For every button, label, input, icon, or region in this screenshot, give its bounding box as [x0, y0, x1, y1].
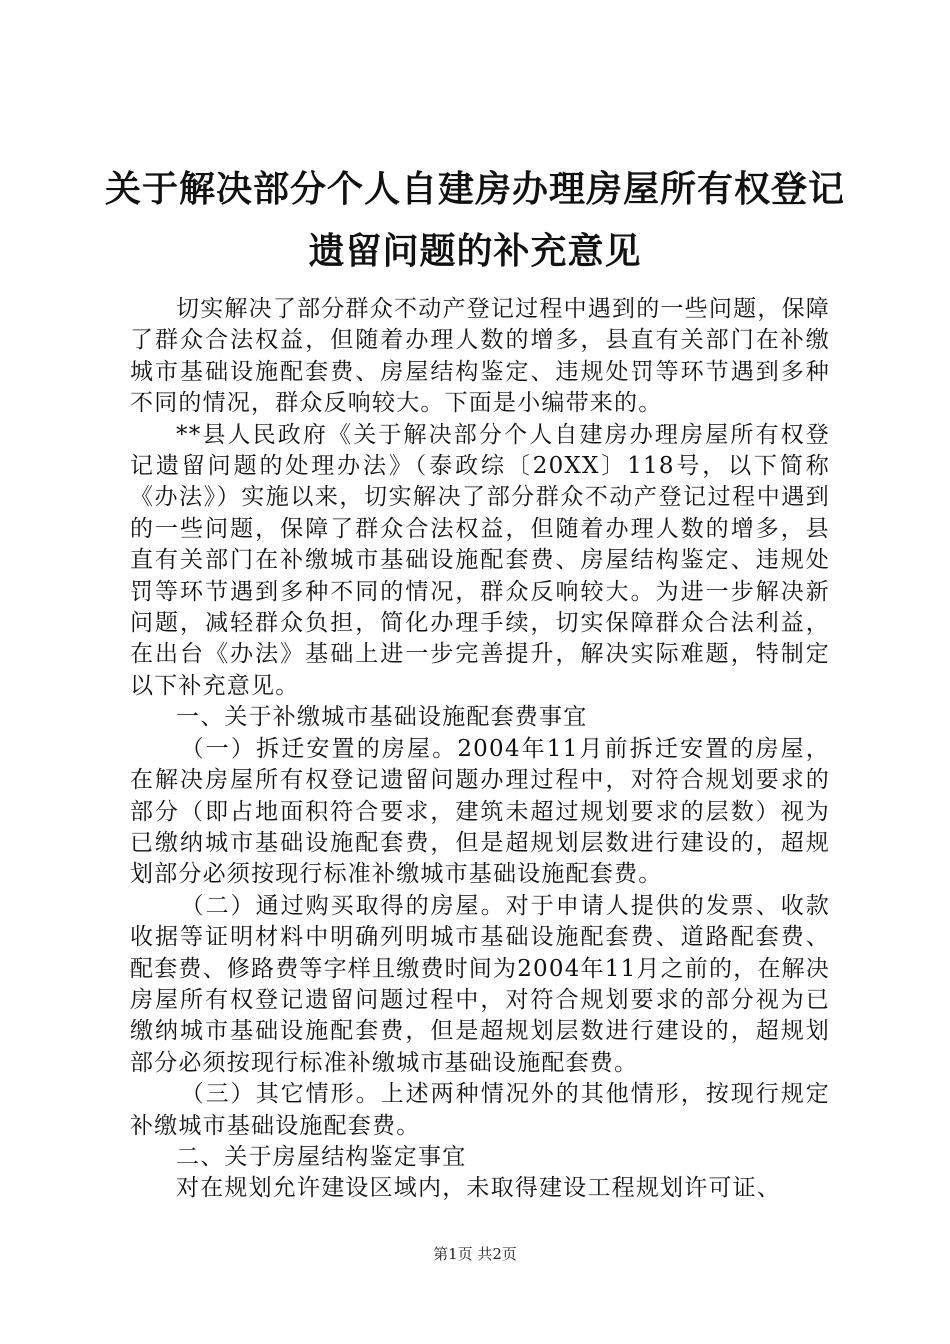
document-title — [100, 158, 850, 282]
paragraph-section-2: 对在规划允许建设区域内，未取得建设工程规划许可证、 — [176, 1175, 781, 1202]
page-number-footer: 第1页 共2页 — [433, 1245, 517, 1263]
title-line-2: 遗留问题的补充意见 — [308, 230, 642, 272]
paragraph-background: **县人民政府《关于解决部分个人自建房办理房屋所有权登记遗留问题的处理办法》（泰政综〔20XX〕118号，以下简称《办法》）实施以来，切实解决了部分群众不动产登记过程中遇到的一些问题，保障了群众合法权益，但随着办理人数的增多，县直有关部门在补缴城市基础设施配套费、房屋结构鉴定、违规处罚等环节遇到多种不同的情况，群众反响较大。为进一步解决新问题，减轻群众负担，简化办理手续，切实保障群众合法利益，在出台《办法》基础上进一步完善提升，解决实际难题，特制定以下补充意见。 — [130, 421, 830, 699]
title-line-1: 关于解决部分个人自建房办理房屋所有权登记 — [104, 168, 845, 210]
subsection-1-1: （一）拆迁安置的房屋。2004年11月前拆迁安置的房屋，在解决房屋所有权登记遗留问题办理过程中，对符合规划要求的部分（即占地面积符合要求，建筑未超过规划要求的层数）视为已缴纳城市基础设施配套费，但是超规划层数进行建设的，超规划部分必须按现行标准补缴城市基础设施配套费。 — [130, 735, 830, 888]
section-heading-1: 一、关于补缴城市基础设施配套费事宜 — [176, 704, 588, 731]
paragraph-intro: 切实解决了部分群众不动产登记过程中遇到的一些问题，保障了群众合法权益，但随着办理人数的增多，县直有关部门在补缴城市基础设施配套费、房屋结构鉴定、违规处罚等环节遇到多种不同的情况，群众反响较大。下面是小编带来的。 — [130, 296, 830, 417]
document-body — [130, 294, 830, 1205]
subsection-1-2: （二）通过购买取得的房屋。对于申请人提供的发票、收款收据等证明材料中明确列明城市基础设施配套费、道路配套费、配套费、修路费等字样且缴费时间为2004年11月之前的，在解决房屋所有权登记遗留问题过程中，对符合规划要求的部分视为已缴纳城市基础设施配套费，但是超规划层数进行建设的，超规划部分必须按现行标准补缴城市基础设施配套费。 — [130, 892, 830, 1076]
subsection-1-3: （三）其它情形。上述两种情况外的其他情形，按现行规定补缴城市基础设施配套费。 — [130, 1081, 830, 1139]
section-heading-2: 二、关于房屋结构鉴定事宜 — [176, 1143, 467, 1170]
